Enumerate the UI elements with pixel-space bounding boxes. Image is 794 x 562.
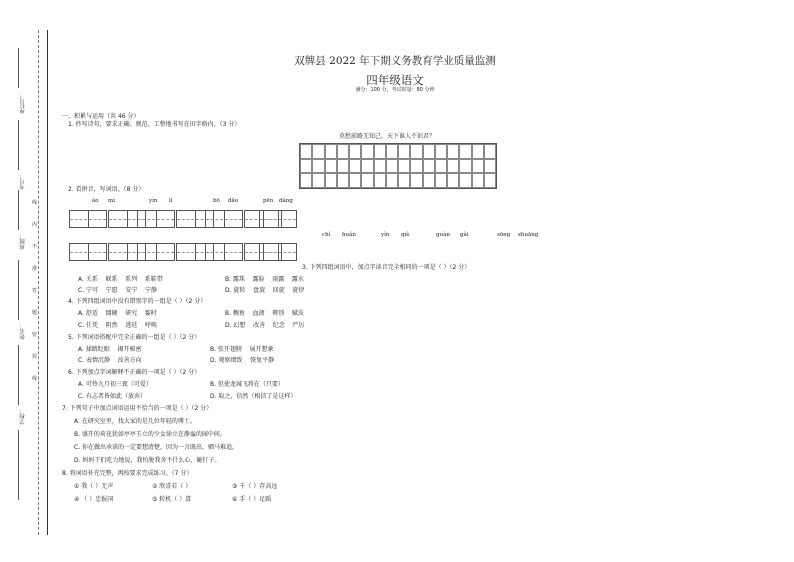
grid-cell[interactable] (398, 144, 410, 159)
grid-cell[interactable] (410, 144, 422, 159)
grid-cell[interactable] (447, 144, 459, 159)
grid-cell[interactable] (386, 173, 398, 188)
q7-option-b: B. 盛开的荷花犹如亭亭玉立的少女徐立在静谧的园中间。 (74, 431, 226, 438)
grid-cell[interactable] (435, 173, 447, 188)
margin-fill-line (18, 120, 19, 170)
q3-option-a: A. 关系 联系 系列 系鞋带 (78, 276, 163, 283)
q6-option-d: D. 取之，信然（相信了是这样） (210, 393, 297, 400)
grid-cell[interactable] (484, 159, 496, 174)
q8-item[interactable]: ③ 千（ ）存高远 (232, 483, 278, 490)
binding-dashed-line (38, 30, 39, 535)
grid-cell[interactable] (312, 173, 324, 188)
grid-cell[interactable] (459, 144, 471, 159)
name-label: 姓名： (20, 323, 26, 340)
question-3: 3. 下列四组词语中，加点字读音完全相同的一项是（ ）（2 分） (302, 264, 471, 271)
grid-cell[interactable] (325, 159, 337, 174)
seal-char: 密 (32, 332, 38, 338)
seal-char: 内 (32, 222, 38, 228)
exam-meta: 满分：100 分，考试时量：80 分钟 (355, 87, 435, 93)
seal-char: 封 (32, 354, 38, 360)
grid-cell[interactable] (386, 144, 398, 159)
grid-cell[interactable] (472, 144, 484, 159)
q6-option-b: B. 但使龙城飞将在（只要） (210, 381, 284, 388)
grid-cell[interactable] (410, 173, 422, 188)
q8-item[interactable]: ① 我（ ）无声 (74, 483, 114, 490)
grid-cell[interactable] (423, 159, 435, 174)
grid-cell[interactable] (349, 173, 361, 188)
q5-option-c: C. 表情沉静 改善方向 (78, 357, 142, 364)
q4-option-c: C. 任凭 阴然 逃廷 呼唤 (78, 322, 157, 329)
grid-cell[interactable] (472, 173, 484, 188)
grid-cell[interactable] (386, 159, 398, 174)
grid-cell[interactable] (398, 173, 410, 188)
grid-cell[interactable] (423, 144, 435, 159)
pinyin-answer-box[interactable] (69, 243, 107, 261)
question-5: 5. 下列词语搭配中完全正确的一组是（ ）（2 分） (68, 334, 201, 341)
seal-char: 不 (32, 244, 38, 250)
grid-cell[interactable] (484, 144, 496, 159)
margin-fill-line (18, 190, 19, 230)
q5-option-a: A. 揉睛眨眼 揭开秘密 (78, 346, 142, 353)
grid-cell[interactable] (472, 159, 484, 174)
seat-label: 座位号： (20, 92, 26, 114)
grid-cell[interactable] (337, 173, 349, 188)
grid-cell[interactable] (374, 144, 386, 159)
pinyin: guàn (436, 232, 450, 238)
grid-cell[interactable] (435, 144, 447, 159)
q8-item[interactable]: ⑤ 转机（ ）算 (152, 496, 192, 503)
grid-cell[interactable] (337, 144, 349, 159)
pinyin: dǎo (228, 198, 239, 204)
pinyin-answer-box[interactable] (137, 243, 175, 261)
grid-cell[interactable] (337, 159, 349, 174)
margin-fill-line (18, 48, 19, 88)
pinyin-answer-box[interactable] (259, 210, 297, 228)
exam-no-label: 考号： (20, 173, 26, 190)
q7-option-c: C. 你在做出承诺的一定要想清楚，因为一言既出，驷马难追。 (74, 444, 239, 451)
grid-cell[interactable] (484, 173, 496, 188)
grid-cell[interactable] (459, 173, 471, 188)
seal-char: 线 (32, 376, 38, 382)
q8-item[interactable]: ⑥ 手（ ）足蹈 (232, 496, 272, 503)
q3-option-d: D. 旋转 盘旋 回旋 旋律 (225, 287, 305, 294)
pinyin: yìn (381, 232, 390, 238)
q3-option-b: B. 露珠 露脸 雨露 露水 (225, 276, 304, 283)
grid-cell[interactable] (374, 173, 386, 188)
grid-cell[interactable] (361, 144, 373, 159)
pinyin-answer-box[interactable] (205, 243, 243, 261)
question-1: 1. 抄写诗句，要求正确、规范、工整地书写在田字格内。（3 分） (68, 121, 241, 128)
grid-cell[interactable] (423, 173, 435, 188)
class-label: 班级： (20, 233, 26, 250)
pinyin: zhuāng (518, 232, 539, 238)
pinyin-answer-box[interactable] (205, 210, 243, 228)
pinyin: mì (108, 198, 115, 204)
pinyin: gài (460, 232, 469, 238)
q8-item[interactable]: ④ （ ）忠报国 (74, 496, 114, 503)
pinyin: lì (169, 198, 173, 204)
grid-cell[interactable] (410, 159, 422, 174)
grid-cell[interactable] (312, 159, 324, 174)
pinyin: ào (92, 198, 99, 204)
question-6: 6. 下列加点字词解释不正确的一项是（ ）（2 分） (68, 369, 201, 376)
grid-cell[interactable] (398, 159, 410, 174)
poem-line: 莫愁前路无知己，天下谁人不识君？ (339, 133, 436, 140)
pinyin-answer-box[interactable] (69, 210, 107, 228)
school-label: 学校： (20, 408, 26, 425)
grid-cell[interactable] (325, 173, 337, 188)
q4-option-b: B. 稠鱼 血液 辨别 赋皮 (225, 310, 304, 317)
question-7: 7. 下列句子中加点词语运用不恰当的一项是（ ）（2 分） (62, 405, 213, 412)
grid-cell[interactable] (447, 173, 459, 188)
pinyin: sōng (497, 232, 511, 238)
grid-cell[interactable] (300, 173, 312, 188)
pinyin-answer-box[interactable] (259, 243, 297, 261)
q6-option-c: C. 有志者皆如此（放弃） (78, 393, 147, 400)
seal-char: 答 (32, 288, 38, 294)
q7-option-d: D. 妈妈干们吃力地说，我怕脱我舍不什么心，砸钉子。 (74, 457, 221, 464)
grid-cell[interactable] (325, 144, 337, 159)
question-2: 2. 看拼音，写词语。（8 分） (68, 186, 145, 193)
q5-option-d: D. 观察细致 恢复平静 (210, 357, 275, 364)
binding-solid-line (47, 30, 48, 535)
grid-cell[interactable] (459, 159, 471, 174)
writing-grid[interactable] (299, 143, 497, 189)
pinyin: yín (149, 198, 158, 204)
q5-option-b: B. 张开翅膀 展开想象 (210, 346, 274, 353)
grid-cell[interactable] (361, 173, 373, 188)
grid-cell[interactable] (312, 144, 324, 159)
grid-cell[interactable] (447, 159, 459, 174)
grid-cell[interactable] (349, 159, 361, 174)
section-heading: 一、积累与运用（共 46 分） (62, 113, 140, 120)
pinyin: huǎn (342, 232, 356, 238)
grid-cell[interactable] (374, 159, 386, 174)
seal-char: 准 (32, 266, 38, 272)
grid-cell[interactable] (300, 144, 312, 159)
seal-char: 题 (32, 310, 38, 316)
pinyin: bō (213, 198, 220, 204)
pinyin: qiè (401, 232, 410, 238)
pinyin: chí (322, 232, 331, 238)
margin-fill-line (18, 345, 19, 405)
q4-option-d: D. 幻想 改善 纪念 严厉 (225, 322, 305, 329)
grid-cell[interactable] (300, 159, 312, 174)
grid-cell[interactable] (361, 159, 373, 174)
margin-fill-line (18, 430, 19, 500)
exam-title: 双牌县 2022 年下期义务教育学业质量监测 (294, 55, 496, 67)
pinyin-answer-box[interactable] (137, 210, 175, 228)
subject-title: 四年级语文 (366, 73, 424, 87)
question-8: 8. 将词语补充完整，再按要求完成练习。（7 分） (62, 470, 193, 477)
q3-option-c: C. 宁可 宁愿 安宁 宁静 (78, 287, 157, 294)
seal-char: 线 (32, 200, 38, 206)
q8-item[interactable]: ② 欣喜若（ ） (152, 483, 192, 490)
grid-cell[interactable] (349, 144, 361, 159)
pinyin: pēn (263, 198, 274, 204)
question-4: 4. 下列四组词语中没有错别字的一组是（ ）（2 分） (68, 298, 207, 305)
q6-option-a: A. 可怜九月初三夜（可爱） (78, 381, 152, 388)
margin-fill-line (18, 260, 19, 320)
q4-option-a: A. 舒适 僵硬 研究 霎时 (78, 310, 157, 317)
q7-option-a: A. 在研究室里，找大家的是几位年轻的博士。 (74, 418, 196, 425)
pinyin: dǎng (279, 198, 293, 204)
grid-cell[interactable] (435, 159, 447, 174)
